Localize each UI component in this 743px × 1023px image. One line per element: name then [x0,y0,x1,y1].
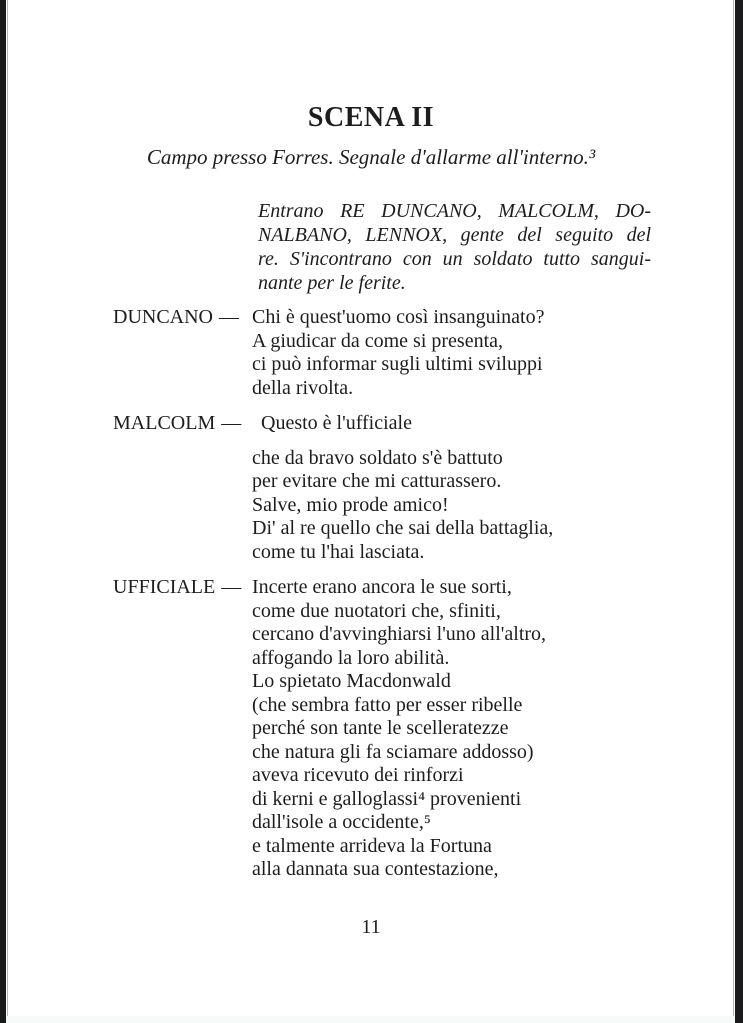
dialogue-line: per evitare che mi catturassero. [252,470,502,492]
stage-direction-line: Entrano RE DUNCANO, MALCOLM, DO- [258,200,651,222]
dialogue-line: che natura gli fa sciamare addosso) [252,740,534,763]
dialogue-line: (che sembra fatto per esser ribelle [252,693,523,716]
dialogue-line: alla dannata sua contestazione, [252,858,499,880]
speech-paragraph [252,576,673,882]
stage-direction-line: nante per le ferite. [258,272,406,294]
dialogue-line: affogando la loro abilità. [252,646,450,669]
speech-paragraph [252,447,673,565]
dialogue-line: come tu l'hai lasciata. [252,540,425,563]
dialogue-line: cercano d'avvinghiarsi l'uno all'altro, [252,623,547,645]
speech-lines [252,412,673,564]
speech-paragraph [252,306,673,400]
dialogue-line: perché son tante le scelleratezze [252,717,509,739]
dialogue-line: A giudicar da come si presenta, [252,329,504,352]
speech-paragraph [252,412,673,436]
stage-direction [258,199,651,295]
scene-setting: Campo presso Forres. Segnale d'allarme all'interno.³ [146,145,596,169]
speech-lines [252,306,673,400]
dialogue-line: Incerte erano ancora le sue sorti, [252,576,512,598]
stage-direction-line: NALBANO, LENNOX, gente del seguito del [258,224,651,246]
speech-lines [252,576,673,882]
dialogue-line: e talmente arrideva la Fortuna [252,834,492,857]
dialogue-line: Questo è l'ufficiale [261,412,412,434]
speech [113,576,673,882]
dialogue-line: che da bravo soldato s'è battuto [252,446,503,469]
speaker-dash: — [219,306,239,328]
speaker-name: MALCOLM [113,412,216,434]
speaker-dash: — [221,576,242,598]
dialogue-section [113,306,673,882]
speaker-col [113,306,252,400]
dialogue-line: Salve, mio prode amico! [252,493,449,516]
page-number: 11 [361,916,381,938]
dialogue-line: della rivolta. [252,376,354,399]
speech [113,306,673,400]
dialogue-line: di kerni e galloglassi⁴ provenienti [252,787,522,810]
speaker-col [113,576,252,882]
scan-edge-left [0,0,6,1023]
dialogue-line: Di' al re quello che sai della battaglia, [252,517,554,539]
dialogue-line: ci può informar sugli ultimi sviluppi [252,353,543,375]
stage-direction-line: re. S'incontrano con un soldato tutto sangui- [258,248,651,270]
dialogue-line: dall'isole a occidente,⁵ [252,811,431,833]
speaker-col [113,412,252,564]
speaker-name: DUNCANO [113,306,213,328]
dialogue-line: Chi è quest'uomo così insanguinato? [252,306,545,328]
scene-title: SCENA II [307,102,435,133]
speech [113,412,673,564]
scan-edge-right [735,0,743,1023]
scan-bottom-strip [6,1016,735,1023]
speaker-dash: — [221,412,242,434]
dialogue-line: aveva ricevuto dei rinforzi [252,764,464,786]
dialogue-line: Lo spietato Macdonwald [252,670,451,692]
speaker-name: UFFICIALE [113,576,216,598]
dialogue-line: come due nuotatori che, sfiniti, [252,599,501,622]
